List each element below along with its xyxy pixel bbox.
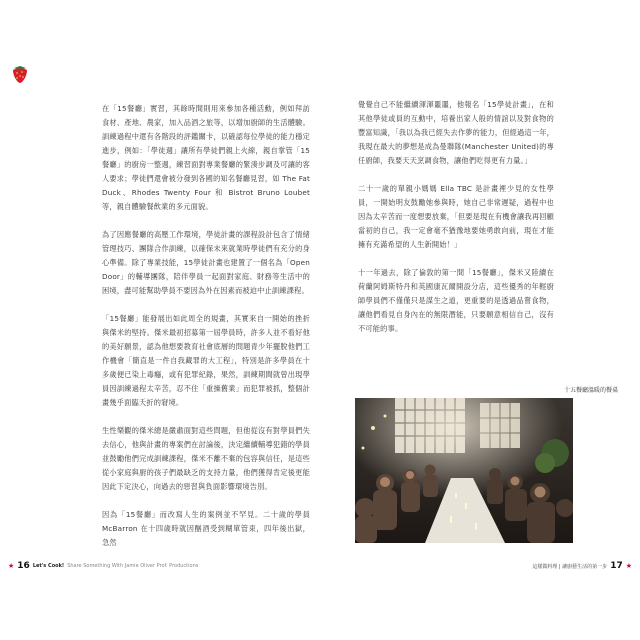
page-number-right: 17 bbox=[610, 561, 623, 571]
restaurant-dining-photo bbox=[355, 398, 573, 543]
book-title: Let's Cook! bbox=[32, 563, 65, 569]
left-paragraph-5: 因為「15餐廳」而改寫人生的案例並不罕見。二十歲的學員 McBarron 在十四歲時就因酗酒受到糊單管束，四年後出獄，急然 bbox=[102, 510, 310, 547]
star-icon: ★ bbox=[625, 562, 632, 570]
left-paragraph-3: 「15餐廳」能發展出如此周全的規畫，其實來自一開始的挫折與傑米的堅持。傑米最初招募第一屆學員時，許多人並不看好他的美好願景，認為他想要教育社會底層的問題青少年擺脫他們工作機會「簡直是一件自我藏罪的大工程」，特別是許多學員在十多歲便已染上毒癮，或有犯罪紀錄，果然，訓練期間就曾出現學員因訓練過程太辛苦，忍不住「重操舊業」而犯罪被抓，整個計畫幾乎面臨夭折的窘境。 bbox=[102, 314, 310, 407]
left-paragraph-1: 在「15餐廳」實習，其餘時間則用來參加各種活動，例如拜訪食材、產地、農家，加入品酒之旅等，以增加廚師的生活體驗。訓練過程中還有各階段的評鑑關卡，以確認每位學徒的能力穩定進步，例如：「學徒週」讓所有學徒們親上火線，親自掌管「15餐廳」的廚房一整週，練習面對專業餐廳的緊湊步調及可讓的客人要求；學徒們還會被分發到各國的知名餐廳見習，如 The Fat Duck、Rhodes Twenty Four 和 Bistrot Bruno Loubet 等，親自體驗餐飲業的多元面貌。 bbox=[102, 104, 310, 211]
strawberry-logo-icon bbox=[10, 62, 30, 84]
right-paragraph-3: 十一年過去，除了倫敦的第一間「15餐廳」，傑米又陸續在荷蘭阿姆斯特丹和英國康瓦爾開設分店，這些優秀的年輕廚師學員們不僅僅只是謀生之道，更重要的是透過品嘗食物，讓他們看見自身內在的無限潛能，只要願意相信自己，沒有不可能的事。 bbox=[358, 268, 554, 333]
page-number-left: 16 bbox=[17, 561, 30, 571]
left-paragraph-2: 為了因應餐廳的高壓工作環境，學徒計畫的課程設計包含了情緒管理技巧、團隊合作訓練，以確保未來就業時學徒們有充分的身心準備。除了專業技能，15學徒計畫也建置了一個名為「Open Door」的輔導團隊，陪伴學員一起面對家庭、財務等生活中的困境，盡可能幫助學員不要因為外在因素而被迫中止訓練課程。 bbox=[102, 230, 310, 295]
footer-left bbox=[8, 561, 198, 571]
book-subtitle: Share Something With Jamie Oliver Prof. Productions bbox=[67, 563, 199, 569]
photo-caption: 十五餐廳溫暖的餐桌 bbox=[564, 387, 619, 394]
footer-right bbox=[532, 561, 632, 571]
right-text-column bbox=[358, 98, 554, 350]
left-paragraph-4: 生性樂觀的傑米總是嚴肅面對這些問題，但他從沒有對學員們失去信心，他與計畫的專案們在討論後，決定繼續輔導犯錯的學員並鼓勵他們完成訓練課程，傑米不離不棄的包容與信任，是這些從小家庭與廚的孩子們最缺乏的支持力量，他們獲得肯定後更能因此下定決心，向過去的惡習與負面影響環境告別。 bbox=[102, 426, 310, 491]
left-text-column bbox=[102, 102, 310, 564]
star-icon: ★ bbox=[8, 562, 15, 570]
chapter-title: 這樣做料理 | 讓廚藝生活的第一步 bbox=[532, 563, 608, 570]
right-paragraph-1: 覺覺自己不能繼續渾渾噩噩，他報名「15學徒計畫」，在和其他學徒或員的互動中，培養出家人般的情誼以及對食物的豐富知識，「我以為我已經失去作夢的能力，但經過這一年，我現在最大的夢想是成為曼聯隊(Manchester United)的專任廚師，我要天天烹調食物，讓他們吃得更有力量。」 bbox=[358, 100, 554, 165]
right-paragraph-2: 二十一歲的單親小媽媽 Ella TBC 是計畫裡少見的女性學員，一開始明友鼓勵她參與時，她自己非常遲疑，過程中也因為太辛苦而一度想要放棄，「但要是現在有機會讓我再回顧當初的自己，我一定會毫不猶豫地要她勇敢向前，現在才能擁有充滿希望的人生新開始！」 bbox=[358, 184, 554, 249]
